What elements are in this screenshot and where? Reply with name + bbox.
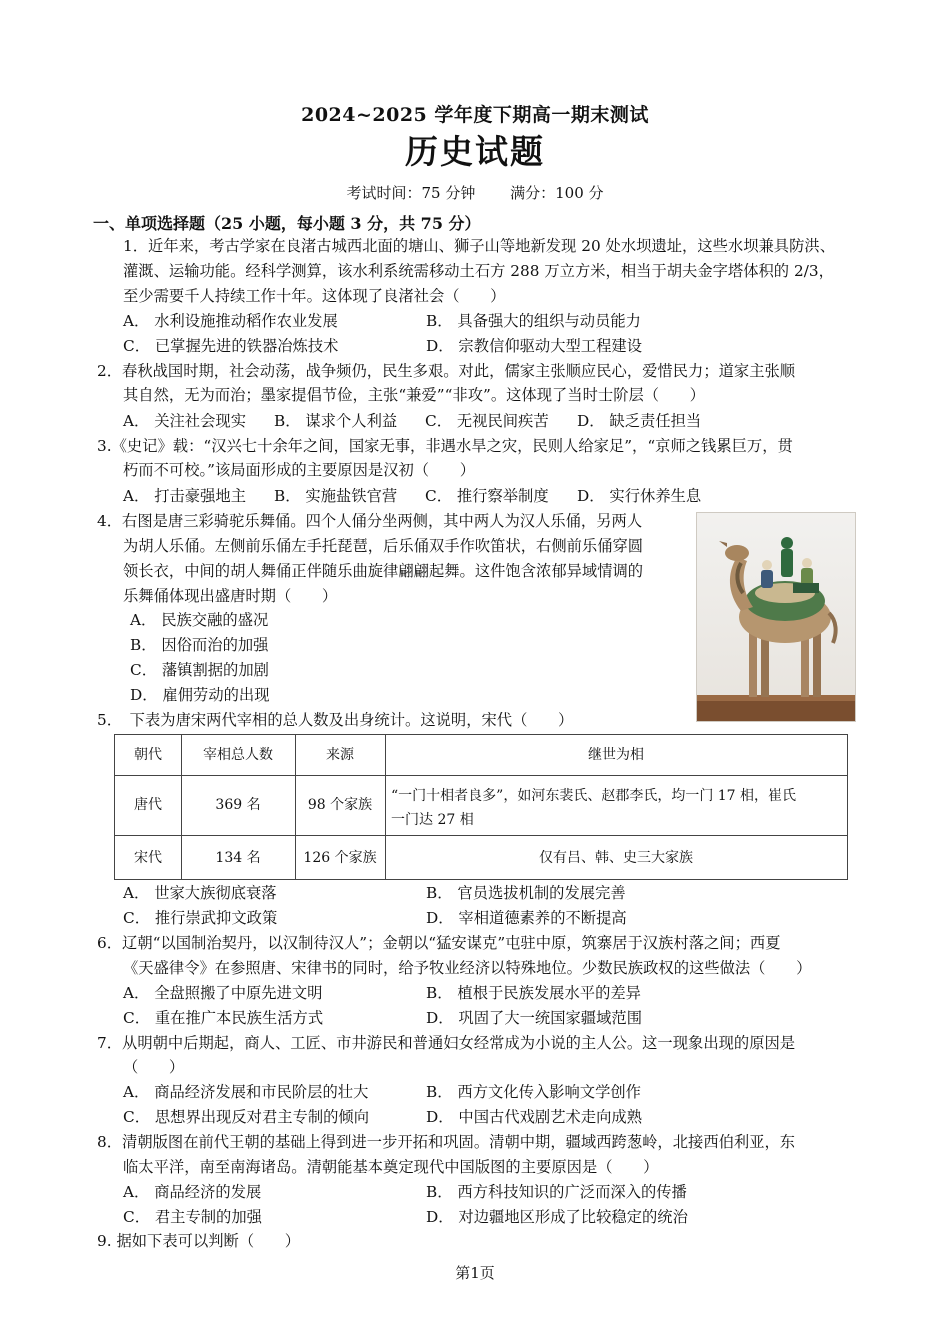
- q4-option-a: A． 民族交融的盛况: [130, 611, 269, 629]
- q4-option-d: D． 雇佣劳动的出现: [130, 686, 270, 704]
- q7-option-c: C． 思想界出现反对君主专制的倾向: [123, 1108, 370, 1126]
- q5-option-c: C． 推行崇武抑文政策: [123, 909, 278, 927]
- q1-option-b: B． 具备强大的组织与动员能力: [426, 312, 641, 330]
- q9-line-1: 9. 据如下表可以判断（ ）: [97, 1232, 301, 1250]
- q8-option-d: D． 对边疆地区形成了比较稳定的统治: [426, 1208, 688, 1226]
- q8-option-c: C． 君主专制的加强: [123, 1208, 262, 1226]
- q5-option-b: B． 官员选拔机制的发展完善: [426, 884, 626, 902]
- table-cell: 一门达 27 相: [391, 811, 474, 828]
- q2-line-2: 其自然，无为而治；墨家提倡节俭，主张“兼爱”“非攻”。这体现了当时士阶层（ ）: [123, 386, 705, 404]
- q2-option-a: A． 关注社会现实: [123, 412, 246, 430]
- q3-option-b: B． 实施盐铁官营: [274, 487, 398, 505]
- table-header-succession: 继世为相: [588, 746, 644, 763]
- table-header-dynasty: 朝代: [134, 746, 162, 763]
- q1-line-1: 1．近年来，考古学家在良渚古城西北面的塘山、狮子山等地新发现 20 处水坝遗址，这些水坝兼具防洪、: [123, 237, 835, 255]
- table-cell: “一门十相者良多”，如河东裴氏、赵郡李氏，均一门 17 相，崔氏: [391, 787, 797, 804]
- q2-option-d: D． 缺乏责任担当: [577, 412, 702, 430]
- q6-option-b: B． 植根于民族发展水平的差异: [426, 984, 641, 1002]
- q6-option-d: D． 巩固了大一统国家疆域范围: [426, 1009, 642, 1027]
- q7-option-a: A． 商品经济发展和市民阶层的壮大: [123, 1083, 369, 1101]
- q7-line-1: 7．从明朝中后期起，商人、工匠、市井游民和普通妇女经常成为小说的主人公。这一现象出现的原因是: [97, 1034, 796, 1052]
- camel-figurine-icon: [697, 513, 855, 721]
- table-cell: 134 名: [215, 849, 261, 866]
- exam-title: 历史试题: [405, 132, 545, 171]
- table-cell: 宋代: [134, 849, 162, 866]
- q1-line-2: 灌溉、运输功能。经科学测算，该水利系统需移动土石方 288 万立方米，相当于胡夫金字塔体积的 2/3，: [123, 262, 834, 280]
- q6-option-a: A． 全盘照搬了中原先进文明: [123, 984, 323, 1002]
- page-number: 第1页: [455, 1264, 495, 1282]
- table-cell: 369 名: [215, 796, 261, 813]
- exam-score: 满分：100 分: [510, 184, 604, 202]
- q6-option-c: C． 重在推广本民族生活方式: [123, 1009, 324, 1027]
- exam-time: 考试时间：75 分钟: [346, 184, 476, 202]
- q4-line-4: 乐舞俑体现出盛唐时期（ ）: [123, 587, 338, 605]
- q6-line-2: 《天盛律令》在参照唐、宋律书的同时，给予牧业经济以特殊地位。少数民族政权的这些做法（ ）: [123, 959, 812, 977]
- q4-option-c: C． 藩镇割据的加剧: [130, 661, 269, 679]
- q5-option-a: A． 世家大族彻底衰落: [123, 884, 277, 902]
- q3-option-a: A． 打击豪强地主: [123, 487, 246, 505]
- q1-line-3: 至少需要千人持续工作十年。这体现了良渚社会（ ）: [123, 287, 506, 305]
- q1-option-c: C． 已掌握先进的铁器冶炼技术: [123, 337, 339, 355]
- q2-option-c: C． 无视民间疾苦: [425, 412, 549, 430]
- section-heading: 一、单项选择题（25 小题，每小题 3 分，共 75 分）: [93, 214, 481, 233]
- camel-figurine-photo: [696, 512, 856, 722]
- q8-option-b: B． 西方科技知识的广泛而深入的传播: [426, 1183, 687, 1201]
- exam-meta: [0, 182, 950, 203]
- q3-option-c: C． 推行察举制度: [425, 487, 549, 505]
- exam-subtitle: 2024~2025 学年度下期高一期末测试: [301, 104, 649, 126]
- q8-line-2: 临太平洋，南至南海诸岛。清朝能基本奠定现代中国版图的主要原因是（ ）: [123, 1158, 659, 1176]
- q5-table: [114, 734, 848, 880]
- q8-line-1: 8．清朝版图在前代王朝的基础上得到进一步开拓和巩固。清朝中期，疆域西跨葱岭，北接西伯利亚，东: [97, 1133, 796, 1151]
- q7-line-2: （ ）: [123, 1058, 185, 1076]
- q6-line-1: 6．辽朝“以国制治契丹，以汉制待汉人”；金朝以“猛安谋克”屯驻中原，筑寨居于汉族村落之间；西夏: [97, 934, 781, 952]
- q7-option-b: B． 西方文化传入影响文学创作: [426, 1083, 641, 1101]
- q5-line-1: 5． 下表为唐宋两代宰相的总人数及出身统计。这说明，宋代（ ）: [97, 711, 574, 729]
- q3-option-d: D． 实行休养生息: [577, 487, 702, 505]
- q4-line-3: 领长衣，中间的胡人舞俑正伴随乐曲旋律翩翩起舞。这件饱含浓郁异域情调的: [123, 562, 644, 580]
- q4-line-1: 4．右图是唐三彩骑驼乐舞俑。四个人俑分坐两侧，其中两人为汉人乐俑，另两人: [97, 512, 643, 530]
- q4-option-b: B． 因俗而治的加强: [130, 636, 269, 654]
- table-cell: 仅有吕、韩、史三大家族: [539, 849, 693, 866]
- q8-option-a: A． 商品经济的发展: [123, 1183, 262, 1201]
- table-cell: 126 个家族: [303, 849, 377, 866]
- q1-option-a: A． 水利设施推动稻作农业发展: [123, 312, 338, 330]
- q3-line-1: 3.《史记》载：“汉兴七十余年之间，国家无事，非遇水旱之灾，民则人给家足”，“京师之钱累巨万，贯: [97, 437, 793, 455]
- q2-option-b: B． 谋求个人利益: [274, 412, 398, 430]
- q4-line-2: 为胡人乐俑。左侧前乐俑左手托琵琶，后乐俑双手作吹笛状，右侧前乐俑穿圆: [123, 537, 644, 555]
- q1-option-d: D． 宗教信仰驱动大型工程建设: [426, 337, 642, 355]
- q2-line-1: 2．春秋战国时期，社会动荡，战争频仍，民生多艰。对此，儒家主张顺应民心，爱惜民力；道家主张顺: [97, 362, 796, 380]
- q7-option-d: D． 中国古代戏剧艺术走向成熟: [426, 1108, 642, 1126]
- table-header-source: 来源: [326, 746, 354, 763]
- table-cell: 98 个家族: [307, 796, 373, 813]
- table-header-total: 宰相总人数: [203, 746, 273, 763]
- q5-option-d: D． 宰相道德素养的不断提高: [426, 909, 627, 927]
- q3-line-2: 朽而不可校。”该局面形成的主要原因是汉初（ ）: [123, 461, 475, 479]
- table-cell: 唐代: [134, 796, 162, 813]
